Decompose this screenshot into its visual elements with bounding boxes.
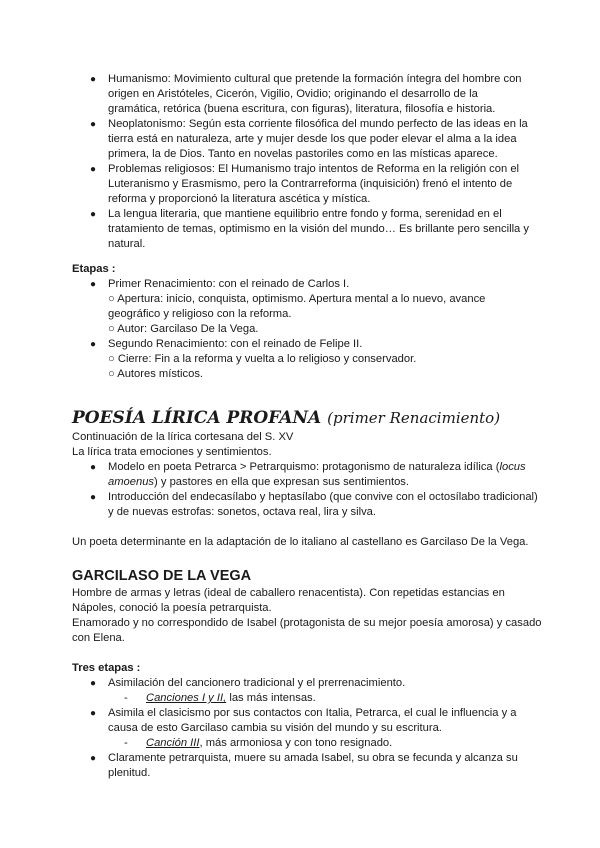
tres-etapas-list <box>72 676 542 691</box>
bullet-icon: ● <box>90 164 97 175</box>
paragraph: Continuación de la lírica cortesana del S. XV <box>72 431 294 443</box>
etapas-list <box>72 277 532 382</box>
sub-item: ○ Autores místicos. <box>108 368 204 380</box>
tres-etapas-label: Tres etapas : <box>72 662 141 674</box>
bullet-icon: ● <box>90 462 97 473</box>
poesia-section <box>72 406 542 550</box>
cancion-link[interactable]: Canción III <box>146 737 200 749</box>
dash-item: - Canción III, más armoniosa y con tono resignado. <box>124 737 393 749</box>
sub-item: ○ Cierre: Fin a la reforma y vuelta a lo religioso y conservador. <box>108 353 417 365</box>
bullet-icon: ● <box>90 492 97 503</box>
bullet-icon: ● <box>90 753 97 764</box>
dash-item: - Canciones I y II, las más intensas. <box>124 692 316 704</box>
paragraph: La lírica trata emociones y sentimientos. <box>72 446 272 458</box>
intro-section <box>72 72 532 252</box>
intro-bullet-list <box>72 72 532 252</box>
sub-item: ○ Autor: Garcilaso De la Vega. <box>108 323 259 335</box>
bullet-icon: ● <box>90 119 97 130</box>
bullet-icon: ● <box>90 74 97 85</box>
list-item: ● Primer Renacimiento: con el reinado de Carlos I. ○ Apertura: inicio, conquista, optimismo. Apertura mental a lo nuevo, avance geográfico y religioso con la reforma. ○ Autor: Garcilaso De la Vega. <box>72 277 532 337</box>
section-heading: POESÍA LÍRICA PROFANA (primer Renacimiento) <box>72 408 501 428</box>
etapas-section <box>72 262 532 382</box>
list-item: ● Claramente petrarquista, muere su amada Isabel, su obra se fecunda y alcanza su plenitud. <box>90 752 518 779</box>
paragraph: Hombre de armas y letras (ideal de caballero renacentista). Con repetidas estancias en Nápoles, conoció la poesía petrarquista. <box>72 587 505 614</box>
list-item: ● La lengua literaria, que mantiene equilibrio entre fondo y forma, serenidad en el tratamiento de temas, optimismo en la visión del mundo… Es brillante pero sencilla y natural. <box>90 208 529 250</box>
list-item: ● Asimilación del cancionero tradicional y el prerrenacimiento. <box>90 677 406 689</box>
list-item: ● Problemas religiosos: El Humanismo trajo intentos de Reforma en la religión con el Luteranismo y Erasmismo, pero la Contrarreforma (inquisición) frenó el intento de reforma y proporcionó la literatura ascética y mística. <box>90 163 520 205</box>
canciones-link[interactable]: Canciones I y II, <box>146 692 227 704</box>
bullet-icon: ● <box>90 339 97 350</box>
list-item: ● Introducción del endecasílabo y heptasílabo (que convive con el octosílabo tradicional) y de nuevas estrofas: sonetos, octava real, lira y silva. <box>90 491 538 518</box>
tres-etapas-list <box>72 706 542 736</box>
list-item: ● Segundo Renacimiento: con el reinado de Felipe II. ○ Cierre: Fin a la reforma y vuelta a lo religioso y conservador. ○ Autores místicos. <box>72 337 532 382</box>
dash-icon: - <box>124 692 128 704</box>
poesia-bullet-list <box>72 460 542 520</box>
paragraph: Un poeta determinante en la adaptación de lo italiano al castellano es Garcilaso De la Vega. <box>72 536 529 548</box>
bullet-icon: ● <box>90 209 97 220</box>
bullet-icon: ● <box>90 678 97 689</box>
list-item: ● Humanismo: Movimiento cultural que pretende la formación íntegra del hombre con origen en Aristóteles, Cicerón, Vigilio, Ovidio; originando el desarrollo de la gramática, retórica (buena escritura, con figuras), literatura, filosofía e historia. <box>90 73 522 115</box>
list-item: ● Neoplatonismo: Según esta corriente filosófica del mundo perfecto de las ideas en la tierra está en naturaleza, arte y mujer desde los que poder elevar el alma a la idea primera, la de Dios. Tanto en novelas pastoriles como en las místicas aparece. <box>90 118 528 160</box>
bullet-icon: ● <box>90 279 97 290</box>
sub-item: ○ Apertura: inicio, conquista, optimismo. Apertura mental a lo nuevo, avance geográfico y religioso con la reforma. <box>108 293 486 320</box>
tres-etapas-list <box>72 751 542 781</box>
section-heading: GARCILASO DE LA VEGA <box>72 568 252 584</box>
list-item: ● Asimila el clasicismo por sus contactos con Italia, Petrarca, el cual le influencia y a causa de esto Garcilaso cambia su visión del mundo y su escritura. <box>90 707 517 734</box>
bullet-icon: ● <box>90 708 97 719</box>
garcilaso-section <box>72 566 542 781</box>
etapas-label: Etapas : <box>72 263 116 275</box>
paragraph: Enamorado y no correspondido de Isabel (protagonista de su mejor poesía amorosa) y casado con Elena. <box>72 617 542 644</box>
list-item: ● Modelo en poeta Petrarca > Petrarquismo: protagonismo de naturaleza idílica (locus amoenus) y pastores en ella que expresan sus sentimientos. <box>90 461 526 488</box>
dash-icon: - <box>124 737 128 749</box>
